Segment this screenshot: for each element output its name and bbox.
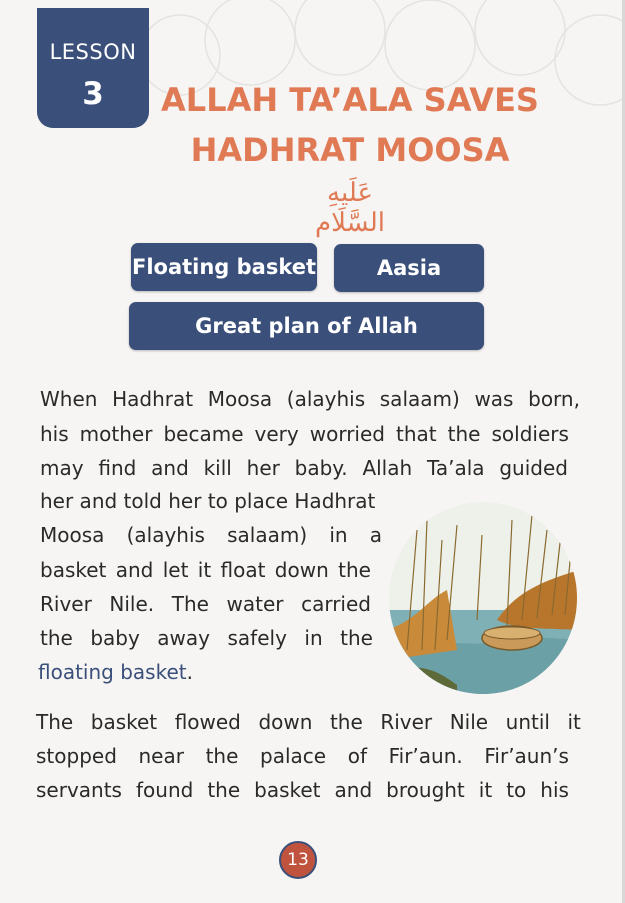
word: down <box>258 710 313 734</box>
paragraph-1-line <box>40 383 580 415</box>
floating-basket-keyword-link: floating basket <box>38 660 187 684</box>
word: worried <box>309 422 385 446</box>
word: baby. <box>294 456 348 480</box>
word: in <box>329 523 348 547</box>
word: near <box>138 744 184 768</box>
word: his <box>40 422 69 446</box>
word: his <box>540 778 569 802</box>
word: safely <box>227 626 287 650</box>
paragraph-1-line <box>40 622 373 654</box>
word: it <box>567 710 581 734</box>
word: until <box>505 710 550 734</box>
word: salaam) <box>227 523 308 547</box>
word: was <box>474 387 514 411</box>
word: and <box>115 558 154 582</box>
word: When <box>40 387 98 411</box>
word: to <box>506 778 527 802</box>
word: Fir’aun. <box>388 744 463 768</box>
word: (alayhis <box>126 523 205 547</box>
lesson-badge <box>37 8 149 128</box>
word: Ta’ala <box>426 456 485 480</box>
word: became <box>163 422 244 446</box>
word: the <box>207 778 241 802</box>
word: a <box>369 523 382 547</box>
word: born, <box>528 387 580 411</box>
word: in <box>304 626 323 650</box>
word: Nile. <box>109 592 155 616</box>
word: Hadhrat <box>112 387 194 411</box>
word: her and told her to place Hadhrat <box>40 489 376 513</box>
keyword-tag-great-plan: Great plan of Allah <box>129 302 484 350</box>
paragraph-1-line <box>40 588 371 620</box>
word: River <box>40 592 92 616</box>
word: it <box>478 778 493 802</box>
word: stopped <box>36 744 117 768</box>
lesson-label: LESSON <box>49 40 137 64</box>
word: the <box>340 626 373 650</box>
keyword-tag-floating-basket: Floating basket <box>131 243 317 291</box>
word: baby <box>90 626 140 650</box>
word: flowed <box>174 710 241 734</box>
page-title-line-1: ALLAH TA’ALA SAVES <box>161 81 539 119</box>
word: it <box>197 558 212 582</box>
word: mother <box>79 422 153 446</box>
word: The <box>36 710 74 734</box>
word: Moosa <box>40 523 105 547</box>
paragraph-1-line <box>38 656 193 688</box>
word: the <box>447 422 481 446</box>
word: water <box>226 592 284 616</box>
word: and <box>334 778 373 802</box>
paragraph-1-line <box>40 452 568 484</box>
word: the <box>329 710 363 734</box>
word: may <box>40 456 84 480</box>
keyword-tag-aasia: Aasia <box>334 244 484 292</box>
word: Allah <box>362 456 413 480</box>
arabic-honorific: عَلَيهِ السَّلَام <box>315 178 385 238</box>
word: her <box>246 456 280 480</box>
word: brought <box>386 778 465 802</box>
word: and <box>151 456 189 480</box>
word: Moosa <box>207 387 273 411</box>
paragraph-2-line <box>36 774 569 806</box>
word: servants <box>36 778 122 802</box>
word: down <box>274 558 329 582</box>
word: The <box>171 592 209 616</box>
paragraph-1-line <box>40 554 371 586</box>
paragraph-2-line <box>36 706 581 738</box>
basket-in-reeds-illustration <box>387 500 579 695</box>
word: of <box>347 744 367 768</box>
word: Fir’aun’s <box>484 744 569 768</box>
word: the <box>40 626 73 650</box>
word: . <box>186 660 193 684</box>
word: that <box>396 422 437 446</box>
word: carried <box>301 592 371 616</box>
word: guided <box>499 456 568 480</box>
lesson-number: 3 <box>82 76 104 112</box>
page-number: 13 <box>279 841 317 879</box>
word: palace <box>260 744 327 768</box>
word: basket <box>254 778 321 802</box>
word: very <box>254 422 299 446</box>
word: soldiers <box>491 422 569 446</box>
word: kill <box>203 456 232 480</box>
paragraph-1-line <box>40 519 382 551</box>
paragraph-1-line <box>40 418 569 450</box>
word: find <box>98 456 137 480</box>
word: (alayhis <box>286 387 366 411</box>
paragraph-2-line <box>36 740 569 772</box>
word: salaam) <box>379 387 460 411</box>
word: found <box>135 778 194 802</box>
word: Nile <box>449 710 489 734</box>
paragraph-1-line <box>40 485 375 517</box>
word: let <box>162 558 189 582</box>
word: River <box>380 710 433 734</box>
word: the <box>338 558 371 582</box>
word: away <box>157 626 210 650</box>
word: basket <box>90 710 158 734</box>
word: the <box>205 744 239 768</box>
word: basket <box>40 558 107 582</box>
word: float <box>220 558 266 582</box>
page-title-line-2: HADHRAT MOOSA <box>190 131 510 169</box>
